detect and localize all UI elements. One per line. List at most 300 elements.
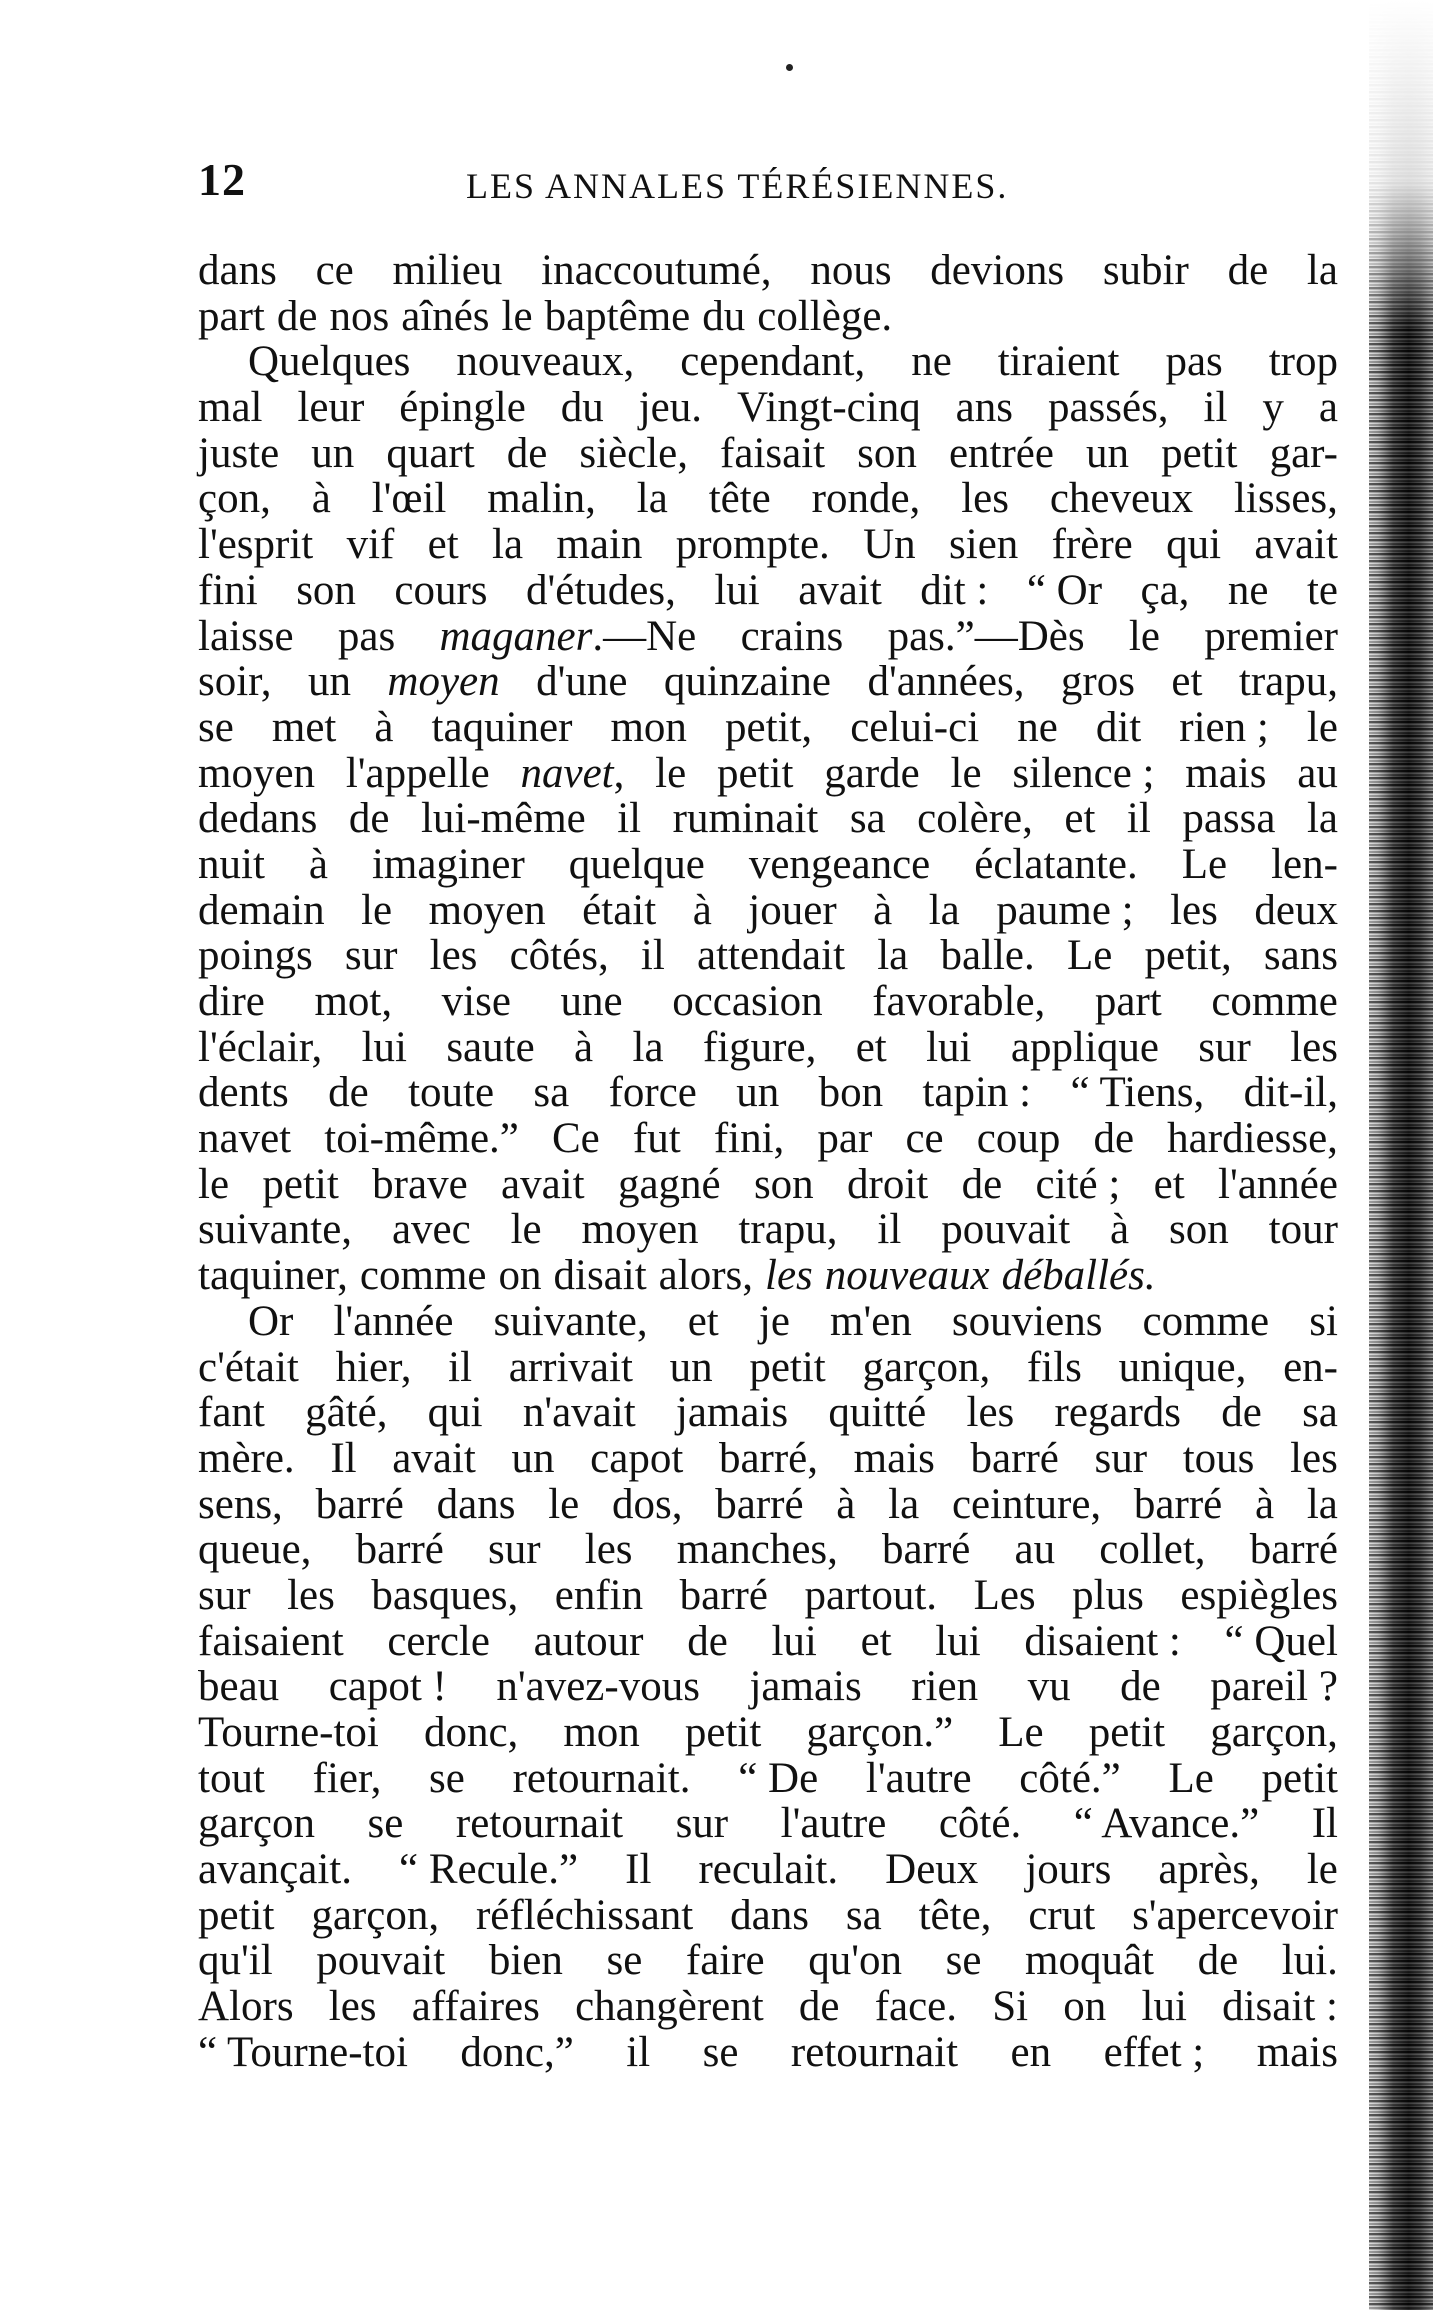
word: de [1120,1663,1161,1711]
word: avait [1254,521,1338,569]
word: et [860,1617,892,1665]
word: partout. [804,1571,938,1619]
word: effet ; [1103,2028,1205,2076]
word: sa [533,1069,570,1117]
word: le [548,1480,580,1528]
word: de [1227,247,1269,294]
word: un [311,429,355,477]
text-line [198,1893,1338,1939]
text-line [198,1436,1338,1482]
word: alors, [658,1252,754,1300]
word: entrée [948,429,1054,477]
word: je [758,1297,790,1345]
text-line [198,933,1338,979]
word: bien [488,1937,563,1985]
word: nuit [198,840,265,888]
word: toute [408,1069,495,1117]
word: avait [798,566,882,614]
word: trapu, [738,1206,838,1254]
word: les [1290,1434,1338,1482]
word: à [873,886,893,934]
word: la [492,521,524,569]
word: quart [386,429,475,477]
text-line [198,751,1338,797]
word: s'apercevoir [1132,1891,1338,1939]
word: barré [970,1434,1059,1482]
word: lui-même [420,795,586,843]
text-line [198,979,1338,1025]
word: on [1063,1983,1107,2031]
text-line [198,1938,1338,1984]
text-line [198,1345,1338,1391]
word: côté.” [1019,1754,1121,1802]
word: sur [1198,1023,1251,1071]
word: l'année [333,1297,454,1345]
word: le [1306,1846,1338,1894]
word: bon [818,1069,884,1117]
word: disait : [1222,1983,1338,2031]
word: leur [297,384,365,432]
word: cours [394,566,488,614]
word: il [877,1206,902,1254]
word: Tourne-toi [198,1709,379,1756]
word: sur [344,932,398,980]
word: et [687,1297,719,1345]
word: ce [905,1115,944,1163]
word: devions [930,247,1065,294]
word: mais [1256,2028,1338,2076]
word: lisses, [1233,475,1338,523]
word: les [966,1389,1015,1437]
word: pas.”—Dès [887,612,1085,660]
word: Le [1181,840,1228,888]
word: silence ; [1012,749,1155,797]
word: passa [1182,795,1276,843]
word: la [1306,795,1338,843]
text-line [198,1025,1338,1071]
word: toi-même.” [324,1115,519,1163]
word: la [636,475,668,523]
word: les [1290,1023,1338,1071]
word: dos, [612,1480,683,1528]
word: il [1126,795,1151,843]
word: petit, [724,703,813,751]
text-line [198,1847,1338,1893]
text-line [198,568,1338,614]
word: saute [446,1023,535,1071]
word: nos [329,292,390,340]
word: vu [1027,1663,1071,1711]
word: tour [1268,1206,1338,1254]
word: garde [824,749,920,797]
word: la [1306,1480,1338,1528]
word: garçon.” [806,1709,954,1756]
page-edge-fade [1369,0,1433,330]
word: capot [590,1434,684,1482]
word: quinzaine [663,658,832,706]
word: avait [392,1434,476,1482]
word: l'autre [780,1800,887,1848]
word: comme [1142,1297,1270,1345]
word: petit [749,1343,826,1391]
word: ça, [1140,566,1190,614]
word: affaires [411,1983,540,2031]
word: Alors [198,1983,294,2031]
word: à [374,703,394,751]
word: mot, [314,978,393,1025]
word: ne [1017,703,1058,751]
word: autour [533,1617,644,1665]
word: ceinture, [951,1480,1102,1528]
word: paume ; [996,886,1134,934]
word: trapu, [1238,658,1338,706]
word: petit, [1144,932,1232,980]
word: retournait. [512,1754,691,1802]
word: une [560,978,623,1025]
word: petit [262,1160,339,1208]
word: un [511,1434,555,1482]
text-line [198,294,1338,340]
word: premier [1204,612,1338,660]
word: jamais [749,1663,862,1711]
word: barré [679,1571,768,1619]
word: ne [911,338,952,386]
word: fini [198,566,258,614]
word: son [1169,1206,1229,1254]
word: à [1254,1480,1275,1528]
word: sur [675,1800,729,1848]
word: crut [1028,1891,1096,1939]
word: “ Tiens, [1070,1069,1205,1117]
word: de [798,1983,840,2031]
word: milieu [392,247,503,294]
word: gagné [617,1160,721,1208]
word: Ce [552,1115,600,1163]
word: par [817,1115,873,1163]
word: disait [553,1252,647,1300]
word: occasion [672,978,823,1025]
word: taquiner, [198,1252,348,1300]
word: tiraient [997,338,1120,386]
word: balle. [940,932,1035,980]
word: la [632,1023,664,1071]
text-line [198,1390,1338,1436]
word: le [510,1206,542,1254]
text-line [198,659,1338,705]
word: l'esprit [198,521,314,569]
word: dire [198,978,265,1025]
word: part [198,292,265,340]
text-line [198,385,1338,431]
word: côté. [938,1800,1022,1848]
word: moquât [1025,1937,1154,1985]
word: “ Quel [1224,1617,1338,1665]
word: beau [198,1663,280,1711]
word: à [311,475,331,523]
word: son [753,1160,814,1208]
word: dents [198,1069,289,1117]
word: sien [949,521,1019,569]
word: arrivait [508,1343,633,1391]
word: son [857,429,917,477]
word: crains [740,612,844,660]
word: ce [315,247,354,294]
word: se [702,2028,739,2076]
word: garçon, [311,1891,440,1939]
word: lui [935,1617,981,1665]
word: poings [198,932,313,980]
word: baptême [544,292,691,340]
word: moyen [428,886,546,934]
word: dans [198,247,277,294]
word: lui [714,566,760,614]
text-line [198,1573,1338,1619]
word: était [582,886,657,934]
word: il [626,2028,651,2076]
word: mal [198,384,263,432]
word: dit : [920,566,989,614]
word: garçon, [862,1343,991,1391]
word: les [961,475,1009,523]
text-line [198,705,1338,751]
word: petit [717,749,794,797]
word: attendait [696,932,846,980]
word: barré [882,1526,971,1574]
word: les [287,1571,335,1619]
word: Les [973,1571,1036,1619]
text-line [198,1527,1338,1573]
word: fils [1026,1343,1082,1391]
word: éclatante. [974,840,1138,888]
text-line [198,1207,1338,1253]
word: les [765,1252,813,1300]
word: d'une [536,658,628,706]
word: barré, [718,1434,819,1482]
word: pas [1165,338,1223,386]
text-line [198,614,1338,660]
word: jours [1025,1846,1112,1894]
word: plus [1072,1571,1144,1619]
word: à [692,886,712,934]
text-line [198,1619,1338,1665]
word: Un [863,521,916,569]
word: les [328,1983,377,2031]
word: navet [198,1115,292,1163]
word: “ Recule.” [399,1846,579,1894]
word: l'appelle [345,749,490,797]
word: hier, [335,1343,412,1391]
word: se [198,703,234,751]
word: moyen [198,749,316,797]
word: comme [359,1252,487,1300]
word: les [1170,886,1218,934]
word: siècle, [579,429,688,477]
word: l'année [1218,1160,1338,1208]
word: sa [845,1891,882,1939]
word: du [702,292,746,340]
word: Deux [885,1846,979,1894]
word: barré [715,1480,804,1528]
word: et [1064,795,1096,843]
word: il [640,932,665,980]
word: fini, [713,1115,785,1163]
word: comme [1211,978,1338,1025]
text-line [198,1664,1338,1710]
word: après, [1158,1846,1260,1894]
word: fut [632,1115,681,1163]
word: quelque [568,840,705,888]
word: de [1221,1389,1262,1437]
word: sa [1302,1389,1338,1437]
text-line [198,1482,1338,1528]
text-line [198,476,1338,522]
word: et [855,1023,887,1071]
word: nouveaux, [456,338,635,386]
word: lui. [1281,1937,1338,1985]
word: petit [1088,1709,1166,1756]
word: trop [1268,338,1338,386]
text-line [198,888,1338,934]
word: un [1086,429,1130,477]
word: les [429,932,478,980]
word: il [617,795,642,843]
word: sens, [198,1480,283,1528]
word: tête [708,475,771,523]
word: du [560,384,604,432]
word: pouvait [941,1206,1071,1254]
word: inaccoutumé, [541,247,772,294]
word: avait [501,1160,585,1208]
word: Il [1311,1800,1338,1848]
word: à [836,1480,856,1528]
text-line [198,1984,1338,2030]
word: n'avait [522,1389,636,1437]
word: demain [198,886,325,934]
word: mais [1185,749,1267,797]
word: basques, [371,1571,519,1619]
word: celui-ci [850,703,980,751]
word: un [669,1343,713,1391]
word: un [736,1069,780,1117]
word: y [1262,384,1284,432]
word: met [271,703,337,751]
text-line [198,1253,1338,1299]
word: faire [685,1937,765,1985]
word: ronde, [811,475,921,523]
word: d'études, [526,566,676,614]
word: on [498,1252,542,1300]
word: navet, [520,749,625,797]
word: cercle [387,1617,490,1665]
word: figure, [702,1023,817,1071]
word: barré [355,1526,444,1574]
word: sur [488,1526,541,1574]
word: petit [1161,429,1238,477]
text-line [198,1162,1338,1208]
word: de [1197,1937,1239,1985]
word: pouvait [316,1937,446,1985]
word: reculait. [698,1846,839,1894]
word: cité ; [1035,1160,1121,1208]
word: petit [1261,1754,1338,1802]
word: jeu. [638,384,703,432]
word: lui [926,1023,972,1071]
text-line [198,1116,1338,1162]
word: Il [330,1434,357,1482]
word: Or [248,1297,294,1345]
word: force [608,1069,697,1117]
text-line [198,796,1338,842]
text-line [198,1710,1338,1756]
word: c'était [198,1343,299,1391]
word: le [198,1160,230,1208]
word: collège. [757,292,893,340]
word: mon [610,703,687,751]
word: la [877,932,909,980]
word: faisaient [198,1617,344,1665]
word: queue, [198,1526,312,1574]
word: coup [976,1115,1061,1163]
running-title: LES ANNALES TÉRÉSIENNES. [466,166,1009,206]
word: manches, [676,1526,838,1574]
word: Vingt-cinq [736,384,921,432]
word: Il [625,1846,652,1894]
word: “ De [738,1754,819,1802]
word: se [367,1800,404,1848]
word: l'œil [371,475,447,523]
word: fier, [312,1754,382,1802]
word: disaient : [1024,1617,1181,1665]
word: changèrent [575,1983,764,2031]
word: nouveaux [824,1252,990,1300]
word: droit [847,1160,929,1208]
word: lui [771,1617,817,1665]
word: pareil ? [1210,1663,1338,1711]
word: aînés [401,292,490,340]
text-line [198,842,1338,888]
word: le [1306,703,1338,751]
word: te [1306,566,1338,614]
word: suivante, [493,1297,648,1345]
text-line [198,248,1338,294]
word: au [1297,749,1338,797]
word: au [1014,1526,1056,1574]
word: Quelques [248,338,411,386]
word: retournait [790,2028,959,2076]
word: imaginer [371,840,525,888]
word: brave [372,1160,468,1208]
text-line [198,1299,1338,1345]
word: petit [198,1891,275,1939]
word: unique, [1118,1343,1247,1391]
word: len- [1271,840,1338,888]
word: se [945,1937,982,1985]
word: quitté [828,1389,927,1437]
word: qui [1166,521,1222,569]
word: le [501,292,533,340]
word: dans [730,1891,809,1939]
text-line [198,522,1338,568]
word: subir [1102,247,1189,294]
word: rien ; [1179,703,1269,751]
word: mon [563,1709,640,1756]
word: mais [853,1434,935,1482]
word: malin, [487,475,596,523]
word: le [655,749,687,797]
word: donc, [423,1709,519,1756]
word: tous [1182,1434,1255,1482]
word: “ Tourne-toi [198,2028,408,2076]
